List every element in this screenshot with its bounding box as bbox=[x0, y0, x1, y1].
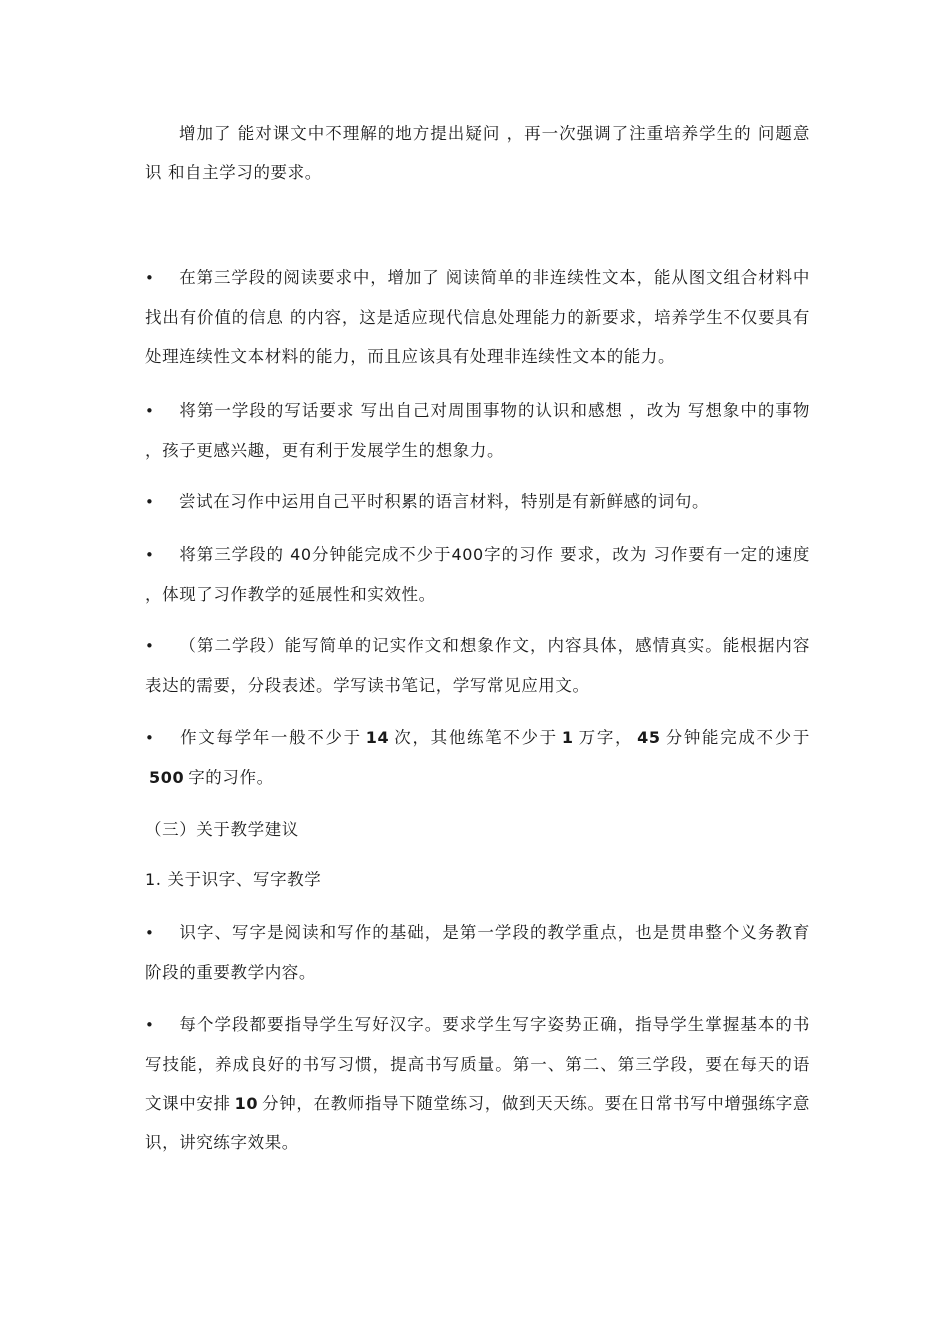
bullet-icon: • bbox=[145, 1016, 155, 1034]
list-item-text: （第二学段）能写简单的记实作文和想象作文，内容具体，感情真实。能根据内容表达的需要，分段表述。学写读书笔记，学写常见应用文。 bbox=[145, 636, 810, 695]
number-45: 45 bbox=[637, 728, 661, 747]
list-item-text: 尝试在习作中运用自己平时积累的语言材料，特别是有新鲜感的词句。 bbox=[179, 492, 710, 511]
bullet-icon: • bbox=[145, 637, 155, 655]
text-a: 作文每学年一般不少于 bbox=[179, 728, 362, 747]
list-item bbox=[145, 258, 810, 376]
section-heading: （三）关于教学建议 bbox=[145, 820, 299, 839]
text-b: 次，其他练笔不少于 bbox=[393, 728, 558, 747]
text-d: 分钟能完成不少于 bbox=[664, 728, 810, 747]
list-item bbox=[145, 391, 810, 470]
list-item bbox=[145, 535, 810, 614]
list-item bbox=[145, 626, 810, 705]
bullet-icon: • bbox=[145, 546, 155, 564]
bullet-icon: • bbox=[145, 493, 155, 511]
number-14: 14 bbox=[365, 728, 390, 747]
number-1: 1 bbox=[561, 728, 574, 747]
text-e: 字的习作。 bbox=[188, 768, 274, 787]
bullet-icon: • bbox=[145, 269, 155, 287]
number-500: 500 bbox=[149, 768, 185, 787]
list-item-text-post: 字的习作 要求，改为 习作要有一定的速度 ，体现了习作教学的延展性和实效性。 bbox=[145, 545, 810, 604]
text-c: 万字， bbox=[577, 728, 634, 747]
list-item-text: 识字、写字是阅读和写作的基础，是第一学段的教学重点，也是贯串整个义务教育阶段的重要教学内容。 bbox=[145, 923, 810, 982]
subsection-number: 1 bbox=[145, 870, 156, 889]
bullet-icon: • bbox=[145, 924, 155, 942]
list-item-text: 将第一学段的写话要求 写出自己对周围事物的认识和感想 ，改为 写想象中的事物 ，孩子更感兴趣，更有利于发展学生的想象力。 bbox=[145, 401, 810, 460]
bullet-icon: • bbox=[145, 402, 155, 420]
list-item bbox=[145, 913, 810, 992]
number-400: 400 bbox=[451, 545, 484, 564]
intro-paragraph bbox=[145, 114, 810, 192]
list-item-text: 在第三学段的阅读要求中，增加了 阅读简单的非连续性文本，能从图文组合材料中找出有价值的信息 的内容，这是适应现代信息处理能力的新要求，培养学生不仅要具有处理连续性文本材料的能力，而且应该具有处理非连续性文本的能力。 bbox=[145, 268, 810, 366]
list-item-text-pre: 将第三学段的 bbox=[179, 545, 291, 564]
subsection-title: . 关于识字、写字教学 bbox=[155, 870, 322, 889]
bullet-icon: • bbox=[145, 729, 155, 747]
list-item bbox=[145, 718, 810, 797]
subsection-heading bbox=[145, 860, 321, 899]
list-item-text-mid: 分钟能完成不少于 bbox=[311, 545, 452, 564]
number-10: 10 bbox=[234, 1094, 259, 1113]
list-item bbox=[145, 482, 810, 522]
number-40: 40 bbox=[290, 545, 312, 564]
text-b: 分钟，在教师指导下随堂练习，做到天天练。要在日常书写中增强练字意识，讲究练字效果。 bbox=[145, 1094, 811, 1152]
list-item bbox=[145, 1005, 810, 1162]
intro-text: 增加了 能对课文中不理解的地方提出疑问 ，再一次强调了注重培养学生的 问题意识 和自主学习的要求。 bbox=[145, 124, 810, 182]
text-a: 每个学段都要指导学生写好汉字。要求学生写字姿势正确，指导学生掌握基本的书写技能，养成良好的书写习惯，提高书写质量。第一、第二、第三学段，要在每天的语文课中安排 bbox=[145, 1015, 810, 1113]
